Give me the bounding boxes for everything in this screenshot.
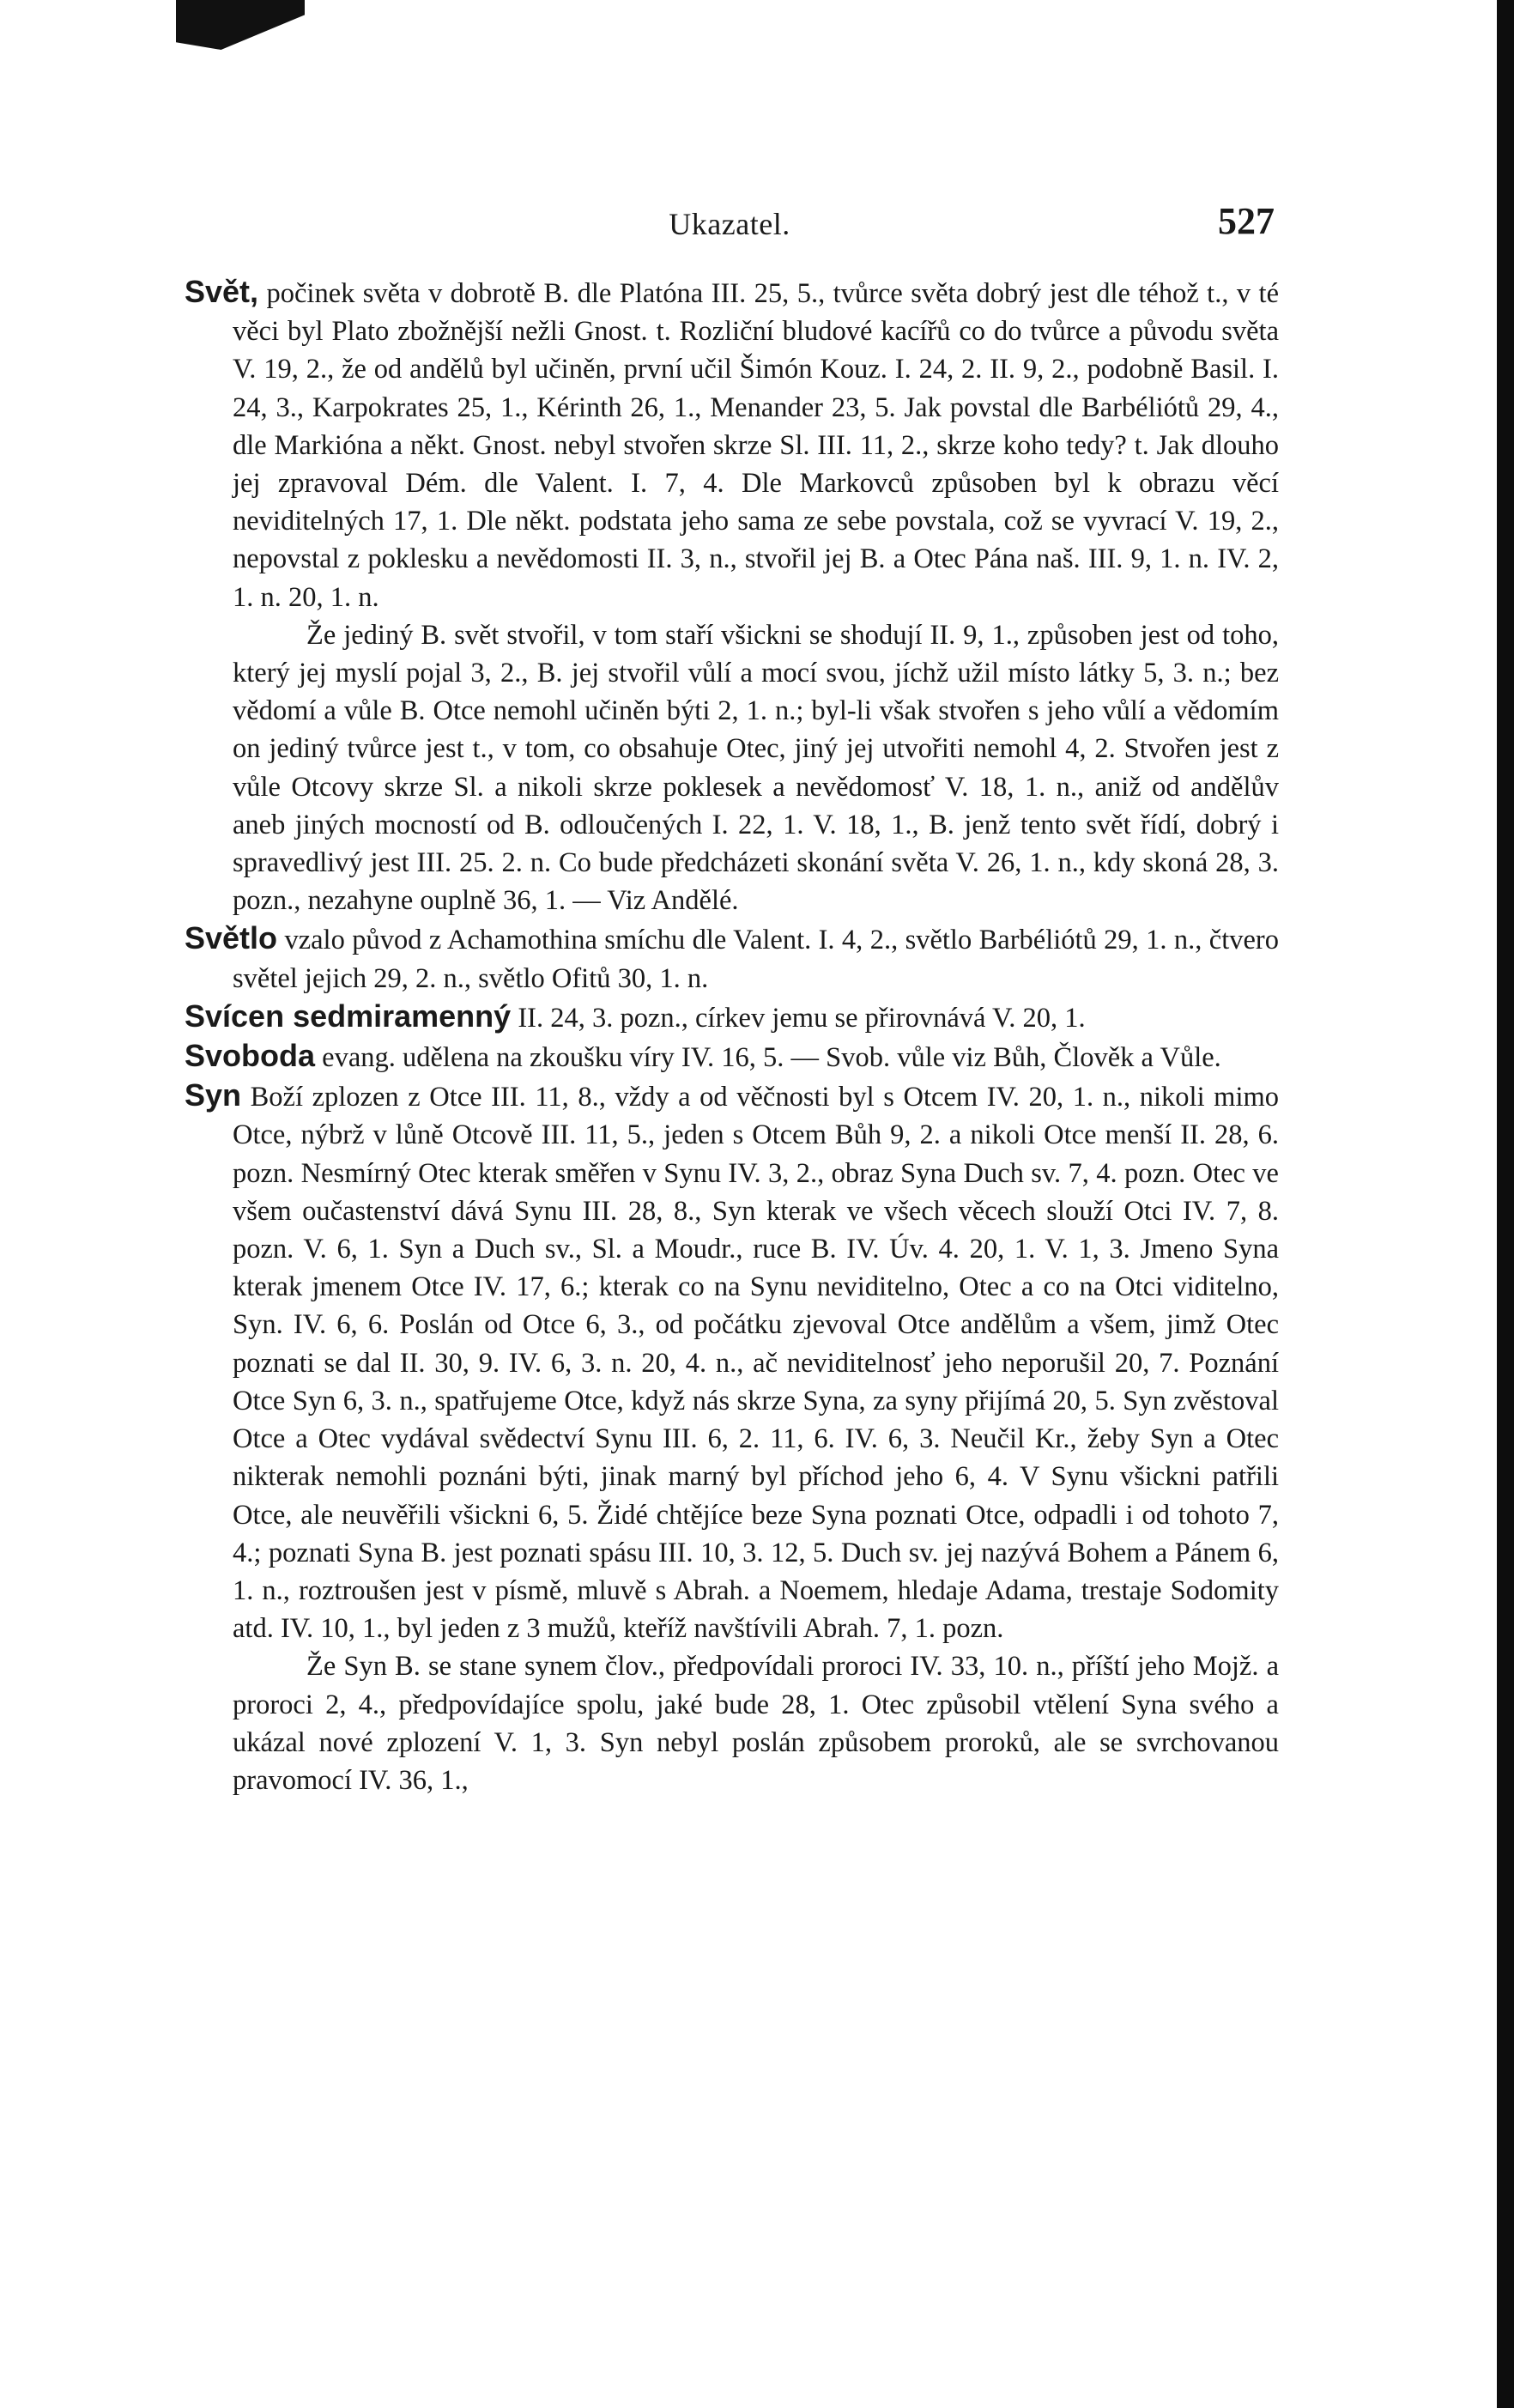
entry-head-syn: Syn <box>185 1077 242 1113</box>
entry-head-svet: Svět, <box>185 274 259 309</box>
scan-edge-mark <box>176 0 305 50</box>
entry-svetlo <box>185 919 1279 997</box>
index-text <box>185 273 1279 1799</box>
entry-svoboda <box>185 1037 1279 1077</box>
entry-svet <box>185 273 1279 616</box>
entry-text-svet: počinek světa v dobrotě B. dle Platóna III. 25, 5., tvůrce světa dobrý jest dle téhož t., v té věci byl Plato zbožnější nežli Gnost. t. Rozliční bludové kacířů co do tvůrce a původu světa V. 19, 2., že od andělů byl učiněn, první učil Šimón Kouz. I. 24, 2. II. 9, 2., podobně Basil. I. 24, 3., Karpokrates 25, 1., Kérinth 26, 1., Menander 23, 5. Jak povstal dle Barbéliótů 29, 4., dle Markióna a někt. Gnost. nebyl stvořen skrze Sl. III. 11, 2., skrze koho tedy? t. Jak dlouho jej zpravoval Dém. dle Valent. I. 7, 4. Dle Markovců způsoben byl k obrazu věcí neviditelných 17, 1. Dle někt. podstata jeho sama ze sebe povstala, což se vyvrací V. 19, 2., nepovstal z poklesku a nevědomosti II. 3, n., stvořil jej B. a Otec Pána naš. III. 9, 1. n. IV. 2, 1. n. 20, 1. n. <box>233 278 1280 613</box>
entry-text-svetlo: vzalo původ z Achamothina smíchu dle Valent. I. 4, 2., světlo Barbéliótů 29, 1. n., čtvero světel jejich 29, 2. n., světlo Ofitů 30, 1. n. <box>233 925 1280 994</box>
entry-svicen <box>185 998 1279 1037</box>
page-number: 527 <box>1218 200 1275 242</box>
page-header <box>185 199 1275 251</box>
running-title: Ukazatel. <box>669 207 790 241</box>
entry-head-svetlo: Světlo <box>185 920 278 956</box>
scan-right-border <box>1497 0 1514 2408</box>
entry-text-syn: Boží zplozen z Otce III. 11, 8., vždy a od věčnosti byl s Otcem IV. 20, 1. n., nikoli mimo Otce, nýbrž v lůně Otcově III. 11, 5., jeden s Otcem Bůh 9, 2. a nikoli Otce menší II. 28, 6. pozn. Nesmírný Otec kterak směřen v Synu IV. 3, 2., obraz Syna Duch sv. 7, 4. pozn. Otec ve všem oučastenství dává Synu III. 28, 8., Syn kterak ve všech věcech slouží Otci IV. 7, 8. pozn. V. 6, 1. Syn a Duch sv., Sl. a Moudr., ruce B. IV. Úv. 4. 20, 1. V. 1, 3. Jmeno Syna kterak jmenem Otce IV. 17, 6.; kterak co na Synu neviditelno, Otec a co na Otci viditelno, Syn. IV. 6, 6. Poslán od Otce 6, 3., od počátku zjevoval Otce andělům a všem, jimž Otec poznati se dal II. 30, 9. IV. 6, 3. n. 20, 4. n., ač neviditelnosť jeho neporušil 20, 7. Poznání Otce Syn 6, 3. n., spatřujeme Otce, když nás skrze Syna, za syny přijímá 20, 5. Syn zvěstoval Otce a Otec vydával svědectví Synu III. 6, 2. 11, 6. IV. 6, 3. Neučil Kr., žeby Syn a Otec nikterak nemohli poznáni býti, jinak marný byl příchod jeho 6, 4. V Synu všickni patřili Otce, ale neuvěřili všickni 6, 5. Židé chtějíce beze Syna poznati Otce, odpadli i od tohoto 7, 4.; poznati Syna B. jest poznati spásu III. 10, 3. 12, 5. Duch sv. jej nazývá Bohem a Pánem 6, 1. n., roztroušen jest v písmě, mluvě s Abrah. a Noemem, hledaje Adama, trestaje Sodomity atd. IV. 10, 1., byl jeden z 3 mužů, kteříž navštívili Abrah. 7, 1. pozn. <box>233 1082 1280 1645</box>
entry-head-svicen: Svícen sedmiramenný <box>185 998 512 1034</box>
entry-head-svoboda: Svoboda <box>185 1038 316 1074</box>
entry-syn <box>185 1077 1279 1647</box>
entry-text-svoboda: evang. udělena na zkoušku víry IV. 16, 5. — Svob. vůle viz Bůh, Člověk a Vůle. <box>322 1042 1221 1074</box>
entry-syn-paragraph-2: Že Syn B. se stane synem člov., předpovídali proroci IV. 33, 10. n., příští jeho Mojž. a proroci 2, 4., předpovídajíce spolu, jaké bude 28, 1. Otec způsobil vtělení Syna svého a ukázal nové zplození V. 1, 3. Syn nebyl poslán způsobem proroků, ale se svrchovanou pravomocí IV. 36, 1., <box>233 1651 1279 1796</box>
entry-svet-paragraph-2: Že jediný B. svět stvořil, v tom staří všickni se shodují II. 9, 1., způsoben jest od toho, který jej myslí pojal 3, 2., B. jej stvořil vůlí a mocí svou, jíchž užil místo látky 5, 3. n.; bez vědomí a vůle B. Otce nemohl učiněn býti 2, 1. n.; byl-li však stvořen s jeho vůlí a vědomím on jediný tvůrce jest t., v tom, co obsahuje Otec, jiný jej utvořiti nemohl 4, 2. Stvořen jest z vůle Otcovy skrze Sl. a nikoli skrze poklesek a nevědomosť V. 18, 1. n., aniž od andělův aneb jiných mocností od B. odloučených I. 22, 1. V. 18, 1., B. jenž tento svět řídí, dobrý i spravedlivý jest III. 25. 2. n. Co bude předcházeti skonání světa V. 26, 1. n., kdy skoná 28, 3. pozn., nezahyne ouplně 36, 1. — Viz Andělé. <box>233 619 1279 917</box>
entry-text-svicen: II. 24, 3. pozn., církev jemu se přirovnává V. 20, 1. <box>518 1002 1086 1034</box>
